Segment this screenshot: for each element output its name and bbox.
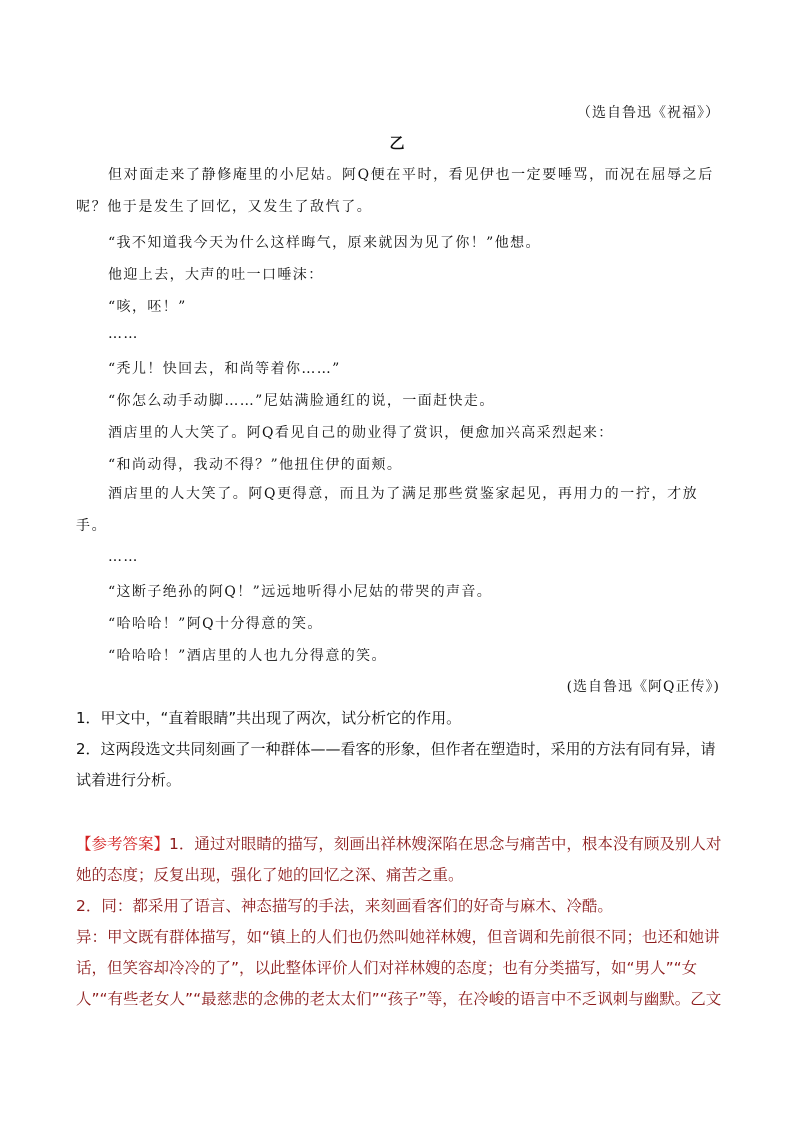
text-line-4: “秃儿！快回去，和尚等着你……” <box>108 361 341 377</box>
answer-2: 2．同：都采用了语言、神态描写的手法，来刻画看客们的好奇与麻木、冷酷。 <box>76 897 613 915</box>
answer-3: 异：甲文既有群体描写，如“镇上的人们也仍然叫她祥林嫂，但音调和先前很不同；也还和她讲话，但笑容却冷冷的了”，以此整体评价人们对祥林嫂的态度；也有分类描写，如“男人”“女人”“有些老女人”“最慈悲的念佛的老太太们”“孩子”等，在冷峻的语言中不乏讽刺与幽默。乙文 <box>76 928 722 1008</box>
source-citation-bottom: (选自鲁迅《阿Q正传》) <box>566 679 720 695</box>
answer-1 <box>76 829 726 891</box>
text-line-5: “你怎么动手动脚……”尼姑满脸通红的说，一面赶快走。 <box>108 393 495 409</box>
answer-1-text: 1．通过对眼睛的描写，刻画出祥林嫂深陷在思念与痛苦中，根本没有顾及别人对她的态度；反复出现，强化了她的回忆之深、痛苦之重。 <box>76 835 722 884</box>
text-line-6: 酒店里的人大笑了。阿Q看见自己的勋业得了赏识，便愈加兴高采烈起来： <box>108 425 614 441</box>
section-title: 乙 <box>389 134 405 152</box>
question-2: 2．这两段选文共同刻画了一种群体——看客的形象，但作者在塑造时，采用的方法有同有异，请试着进行分析。 <box>76 740 716 789</box>
text-line-10: “哈哈哈！”酒店里的人也九分得意的笑。 <box>108 648 387 664</box>
paragraph-1: 但对面走来了静修庵里的小尼姑。阿Q便在平时，看见伊也一定要唾骂，而况在屈辱之后呢？他于是发生了回忆，又发生了敌忾了。 <box>76 167 714 215</box>
question-1: 1．甲文中，“直着眼睛”共出现了两次，试分析它的作用。 <box>76 709 462 727</box>
ellipsis-2: …… <box>108 549 139 565</box>
text-line-8: “这断子绝孙的阿Q！”远远地听得小尼姑的带哭的声音。 <box>108 584 493 600</box>
text-line-1: “我不知道我今天为什么这样晦气，原来就因为见了你！”他想。 <box>108 235 541 251</box>
text-line-3: “咳，呸！” <box>108 299 187 315</box>
source-citation-top: （选自鲁迅《祝福》） <box>577 105 720 121</box>
text-line-2: 他迎上去，大声的吐一口唾沫： <box>108 267 324 283</box>
text-line-9: “哈哈哈！”阿Q十分得意的笑。 <box>108 616 323 632</box>
paragraph-2: 酒店里的人大笑了。阿Q更得意，而且为了满足那些赏鉴家起见，再用力的一拧，才放手。 <box>76 486 699 534</box>
text-line-7: “和尚动得，我动不得？”他扭住伊的面颊。 <box>108 457 403 473</box>
answer-tag: 【参考答案】 <box>76 835 170 853</box>
ellipsis-1: …… <box>108 326 139 342</box>
